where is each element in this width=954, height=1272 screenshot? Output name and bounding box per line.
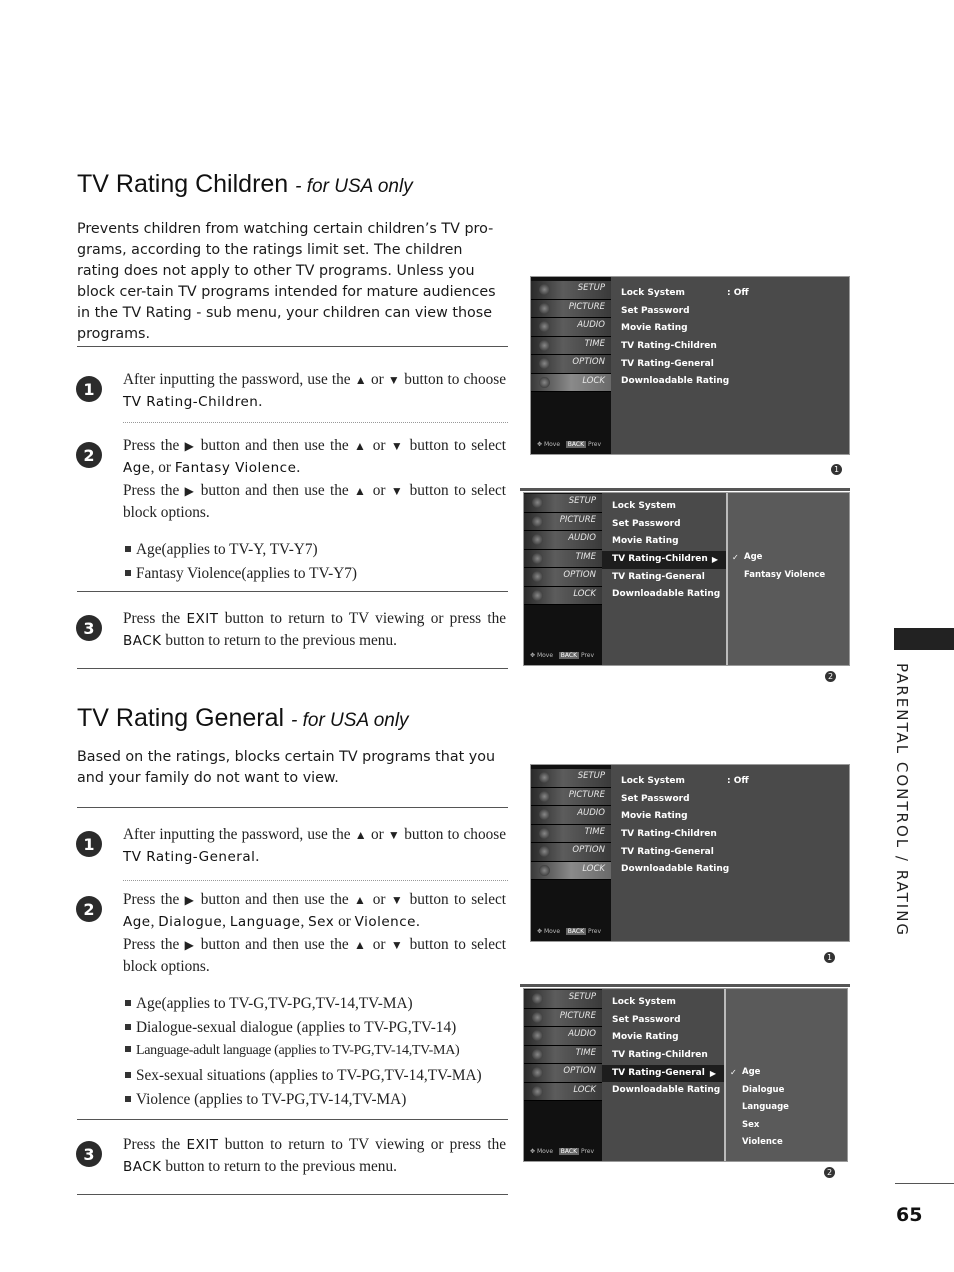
osd-menu-item: TV Rating-General [621,358,714,369]
step-number-3: 3 [76,615,102,641]
osd-submenu-item: ✓ Age [726,1064,847,1082]
down-arrow-icon: ▼ [390,484,405,498]
bullet-square-icon [125,1096,131,1102]
keyword: TV Rating-Children [123,394,259,410]
figure-number: 2 [825,671,836,682]
page-number: 65 [896,1204,923,1226]
bullet-item: Violence (applies to TV-PG,TV-14,TV-MA) [125,1091,406,1109]
divider [77,591,508,592]
osd-menu [602,994,724,1100]
up-arrow-icon: ▲ [354,484,368,498]
keyword: TV Rating-General [123,849,256,865]
osd-sidebar-item: PICTURE [524,513,602,532]
osd-screen-general-2 [523,988,848,1162]
osd-menu-item-selected: TV Rating-Children ▶ [602,551,726,569]
intro-general: Based on the ratings, blocks certain TV programs that you and your family do not want to view. [77,749,496,786]
osd-sidebar [531,277,611,454]
check-icon: ✓ [732,553,739,562]
osd-menu [611,773,849,879]
step3-general: Press the EXIT button to return to TV viewing or press the BACK button to return to the previous menu. [123,1136,507,1175]
right-arrow-icon: ▶ [184,893,196,907]
bullet-item: Fantasy Violence(applies to TV-Y7) [125,565,357,583]
screen-top-bar [520,984,850,987]
divider [77,1119,508,1120]
osd-sidebar-item: SETUP [524,494,602,513]
title-subtitle: - for USA only [295,176,413,197]
section-title-general [77,704,409,733]
osd-menu-item: Movie Rating [621,811,688,822]
divider [77,807,508,808]
dotted-divider [123,422,508,423]
check-icon: ✓ [730,1068,737,1077]
osd-menu-item: Downloadable Rating [612,1085,721,1096]
osd-sidebar-item: SETUP [531,769,611,788]
osd-menu-item: TV Rating-Children [621,341,717,352]
osd-sidebar-item: PICTURE [531,788,611,807]
osd-sidebar-item: PICTURE [531,300,611,319]
intro-children: Prevents children from watching certain children’s TV pro-grams, according to the ratings limit set. The children rating does not apply to other TV programs. Unless you block cer-tain TV programs intended for mature audiences in the TV Rating - sub menu, your children can view those programs. [77,221,496,342]
bullet-square-icon [125,1046,131,1052]
title-subtitle: - for USA only [291,710,409,731]
osd-menu-item: Set Password [612,518,681,529]
osd-menu-item: Movie Rating [612,1032,679,1043]
osd-submenu [726,493,849,665]
osd-sidebar-item: OPTION [524,1064,602,1083]
osd-menu-item: TV Rating-Children [621,829,717,840]
up-arrow-icon: ▲ [354,938,368,952]
osd-sidebar-item: AUDIO [531,318,611,337]
osd-sidebar [524,493,602,665]
osd-menu-item: Movie Rating [612,536,679,547]
osd-sidebar-item: AUDIO [524,1027,602,1046]
osd-menu-item: Set Password [621,305,690,316]
osd-submenu [724,989,847,1161]
osd-screen-children-1 [530,276,850,455]
osd-sidebar-item: LOCK [524,587,602,606]
step-number-3: 3 [76,1141,102,1167]
osd-sidebar-item: TIME [524,1046,602,1065]
up-arrow-icon: ▲ [354,893,368,907]
osd-menu-item: Lock System : Off [621,776,749,786]
step-number-1: 1 [76,831,102,857]
step2-children: Press the ▶ button and then use the ▲ or ▼ button to select Age, or Fantasy Violence. [123,437,507,476]
bullet-square-icon [125,1000,131,1006]
dotted-divider [123,880,508,881]
down-arrow-icon: ▼ [387,828,401,842]
bullet-square-icon [125,546,131,552]
osd-menu-item: Downloadable Rating [621,864,730,875]
step1-children: After inputting the password, use the ▲ or ▼ button to choose TV Rating-Children. [123,371,506,410]
figure-number: 2 [824,1167,835,1178]
osd-menu-item: Set Password [612,1014,681,1025]
bullet-item: Language-adult language (applies to TV-PG,TV-14,TV-MA) [125,1043,459,1059]
bullet-item: Age(applies to TV-Y, TV-Y7) [125,541,318,559]
step-number-2: 2 [76,896,102,922]
step3-children: Press the EXIT button to return to TV viewing or press the BACK button to return to the previous menu. [123,610,507,649]
osd-menu-item: Downloadable Rating [621,376,730,387]
bullet-square-icon [125,570,131,576]
osd-screen-general-1 [530,764,850,942]
osd-sidebar [524,989,602,1161]
title-text: TV Rating General [77,704,285,732]
side-tab-marker [894,628,954,650]
step2-extra-general: Press the ▶ button and then use the ▲ or ▼ button to select block options. [123,936,507,975]
osd-screen-children-2 [523,492,850,666]
osd-menu-item: Lock System [612,501,676,511]
bullet-square-icon [125,1072,131,1078]
side-tab-label: PARENTAL CONTROL / RATING [893,663,911,938]
osd-sidebar-item: OPTION [531,355,611,374]
section-title-children [77,170,413,199]
osd-sidebar-item: TIME [524,550,602,569]
osd-menu-item: Lock System : Off [621,288,749,298]
osd-sidebar-item: OPTION [531,843,611,862]
down-arrow-icon: ▼ [390,893,405,907]
footer-rule [895,1183,954,1184]
osd-menu-item: Set Password [621,793,690,804]
osd-sidebar-item: AUDIO [524,531,602,550]
osd-sidebar-item: OPTION [524,568,602,587]
osd-menu-item: Downloadable Rating [612,589,721,600]
divider [77,668,508,669]
osd-submenu-item: Dialogue [742,1084,785,1095]
osd-submenu-item: Violence [742,1137,783,1147]
down-arrow-icon: ▼ [387,373,401,387]
divider [77,1194,508,1195]
step-number-1: 1 [76,376,102,402]
osd-sidebar-item: SETUP [531,281,611,300]
right-arrow-icon: ▶ [709,1068,716,1078]
osd-footer: ✥ Move BACK Prev [530,1148,595,1155]
osd-sidebar-item: TIME [531,825,611,844]
osd-footer: ✥ Move BACK Prev [537,928,602,935]
bullet-item: Dialogue-sexual dialogue (applies to TV-PG,TV-14) [125,1019,456,1037]
osd-sidebar-item: PICTURE [524,1009,602,1028]
osd-sidebar-item-active: LOCK [531,374,611,393]
osd-menu-item: Lock System [612,997,676,1007]
right-arrow-icon: ▶ [711,555,718,565]
up-arrow-icon: ▲ [354,828,367,842]
osd-footer: ✥ Move BACK Prev [530,652,595,659]
osd-menu-item: TV Rating-General [612,571,705,582]
osd-submenu-item: ✓ Age [728,549,849,567]
step1-general: After inputting the password, use the ▲ or ▼ button to choose TV Rating-General. [123,826,506,865]
osd-menu [611,285,849,391]
title-text: TV Rating Children [77,170,289,198]
osd-sidebar-item: AUDIO [531,806,611,825]
divider [77,346,508,347]
down-arrow-icon: ▼ [390,439,405,453]
bullet-item: Age(applies to TV-G,TV-PG,TV-14,TV-MA) [125,995,413,1013]
osd-menu-item: Movie Rating [621,323,688,334]
osd-sidebar-item: TIME [531,337,611,356]
osd-submenu-item: Fantasy Violence [744,569,826,580]
bullet-square-icon [125,1024,131,1030]
right-arrow-icon: ▶ [184,484,196,498]
screen-top-bar [520,488,850,491]
osd-sidebar-item: SETUP [524,990,602,1009]
osd-sidebar-item-active: LOCK [531,862,611,881]
osd-menu-item: TV Rating-Children [612,1050,708,1061]
osd-submenu-item: Language [742,1102,789,1112]
osd-submenu-item: Sex [742,1119,760,1130]
step2-extra-children: Press the ▶ button and then use the ▲ or ▼ button to select block options. [123,482,507,521]
bullet-item: Sex-sexual situations (applies to TV-PG,TV-14,TV-MA) [125,1067,482,1085]
step-number-2: 2 [76,442,102,468]
osd-menu-item: TV Rating-General [621,846,714,857]
osd-menu-item-selected: TV Rating-General ▶ [602,1065,724,1083]
right-arrow-icon: ▶ [184,439,196,453]
osd-footer: ✥ Move BACK Prev [537,441,602,448]
osd-sidebar-item: LOCK [524,1083,602,1102]
up-arrow-icon: ▲ [354,373,367,387]
step2-general: Press the ▶ button and then use the ▲ or ▼ button to select Age, Dialogue, Language, Sex or Violence. [123,891,507,930]
down-arrow-icon: ▼ [390,938,405,952]
osd-sidebar [531,765,611,941]
figure-number: 1 [824,952,835,963]
right-arrow-icon: ▶ [184,938,196,952]
figure-number: 1 [831,464,842,475]
up-arrow-icon: ▲ [354,439,368,453]
osd-menu [602,498,726,604]
